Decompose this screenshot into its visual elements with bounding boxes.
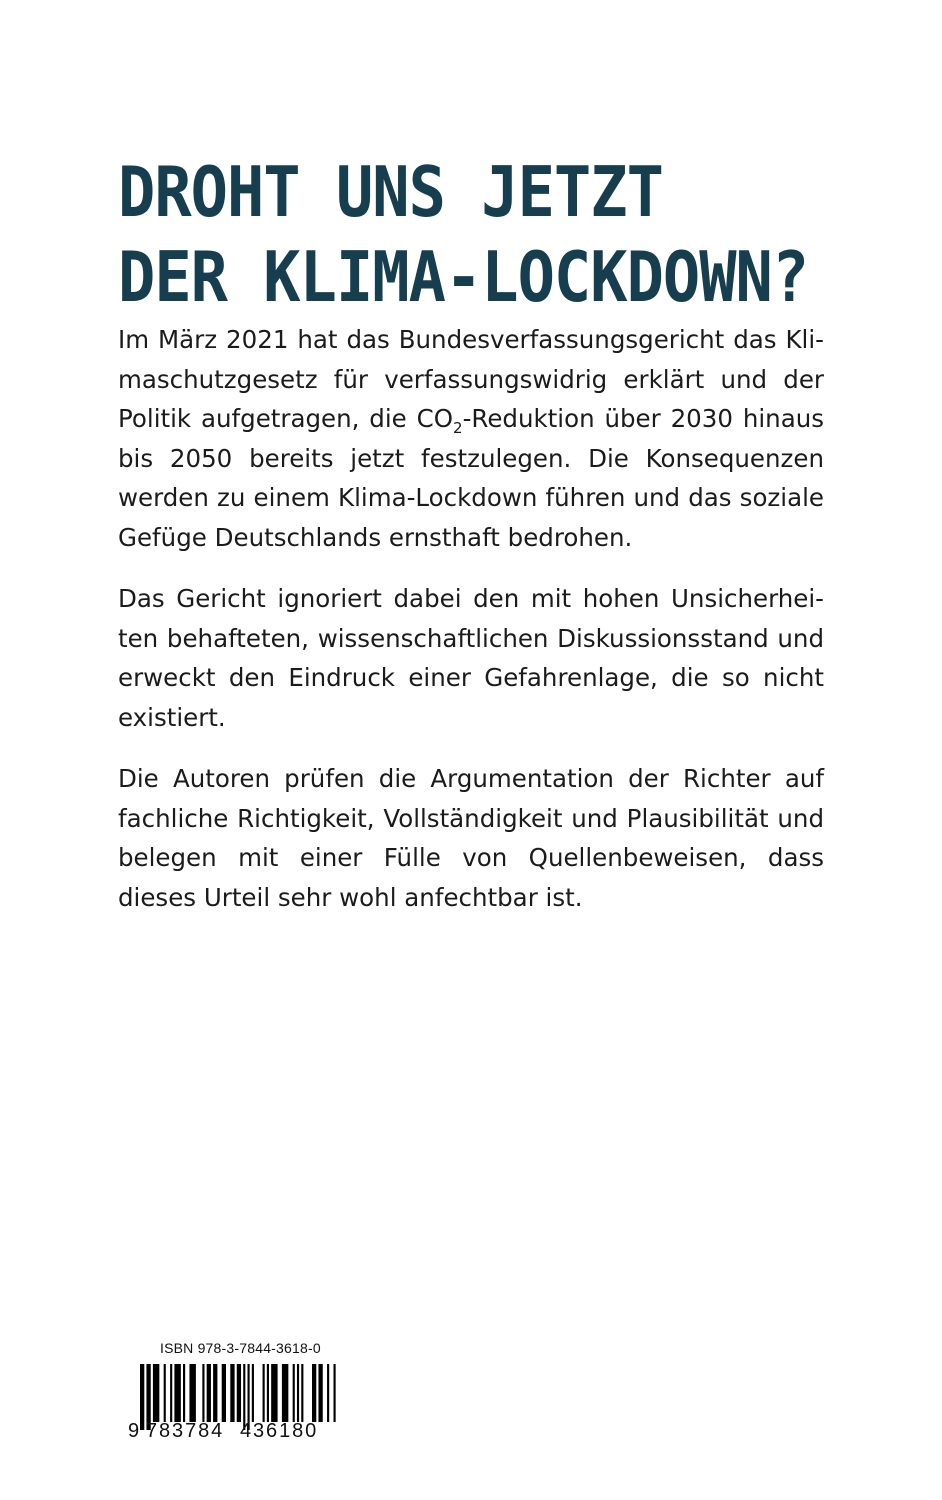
blurb-paragraph-3: Die Autoren prüfen die Argumentation der Richter auf fachliche Richtigkeit, Vollständigkeit und Plausibilität und belegen mit einer Fülle von Quellenbeweisen, dass dieses Urteil sehr wohl anfechtbar ist. (118, 764, 824, 912)
blurb-paragraph-1-part-2: -Reduktion über 2030 hinaus bis 2050 bereits jetzt festzulegen. Die Konsequenzen werden zu einem Klima-Lockdown führen und das soziale Gefüge Deutschlands ernsthaft bedrohen. (118, 404, 824, 552)
co2-subscript: 2 (453, 418, 463, 437)
headline-line-2: DER KLIMA-LOCKDOWN? (118, 236, 809, 318)
barcode-digits-right: 436180 (240, 1420, 319, 1442)
headline-line-1: DROHT UNS JETZT (118, 151, 663, 233)
blurb-paragraph-2: Das Gericht ignoriert dabei den mit hohen Unsicherheiten behafteten, wissenschaftlichen Diskussionsstand und erweckt den Eindruck einer Gefahrenlage, die so nicht existiert. (118, 584, 824, 732)
barcode-digit-first: 9 (128, 1420, 140, 1442)
isbn-label: ISBN 978-3-7844-3618-0 (160, 1340, 321, 1356)
blurb (118, 320, 824, 939)
blurb-paragraph-1-part-1: Im März 2021 hat das Bundesverfassungsgericht das Klimaschutzgesetz für verfassungswidrig erklärt und der Politik aufgetragen, die CO (118, 325, 824, 433)
headline (118, 150, 808, 320)
blurb-paragraph-1 (118, 320, 824, 557)
barcode-digits-left: 783784 (146, 1420, 225, 1442)
